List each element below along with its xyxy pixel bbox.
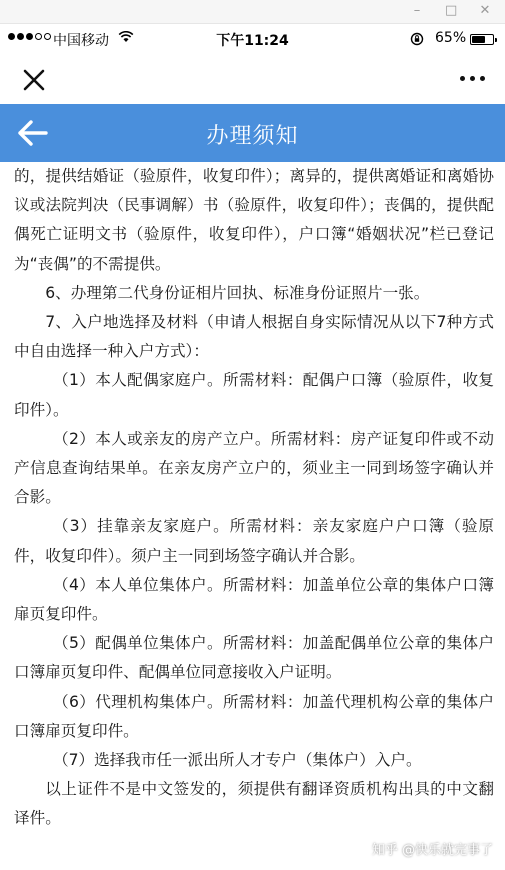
minimize-button[interactable]: – — [413, 3, 421, 18]
window-close-button[interactable]: ✕ — [479, 3, 491, 18]
paragraph-marriage-docs: 的，提供结婚证（验原件，收复印件）；离异的，提供离婚证和离婚协议或法院判决（民事调解）书（验原件，收复印件）；丧偶的，提供配偶死亡证明文书（验原件，收复印件），户口簿“婚姻状况”栏已登记为“丧偶”的不需提供。 — [14, 167, 494, 273]
more-icon[interactable] — [460, 76, 485, 81]
page-title: 办理须知 — [206, 124, 299, 149]
maximize-button[interactable]: □ — [445, 3, 458, 18]
option-5: （5）配偶单位集体户。所需材料：加盖配偶单位公章的集体户口簿扉页复印件、配偶单位同意接收入户证明。 — [14, 634, 494, 682]
browser-nav-bar — [0, 56, 505, 104]
carrier-name: 中国移动 — [53, 33, 109, 49]
option-1: （1）本人配偶家庭户。所需材料：配偶户口簿（验原件，收复印件）。 — [14, 371, 494, 419]
paragraph-translation-note: 以上证件不是中文签发的，须提供有翻译资质机构出具的中文翻译件。 — [14, 780, 494, 828]
rotation-lock-icon — [410, 32, 424, 46]
option-6: （6）代理机构集体户。所需材料：加盖代理机构公章的集体户口簿扉页复印件。 — [14, 692, 494, 740]
battery-percent: 65% — [435, 30, 467, 46]
status-bar — [0, 24, 505, 56]
paragraph-item-7: 7、入户地选择及材料（申请人根据自身实际情况从以下7种方式中自由选择一种入户方式）： — [14, 313, 494, 361]
option-2: （2）本人或亲友的房产立户。所需材料：房产证复印件或不动产信息查询结果单。在亲友房产立户的，须业主一同到场签字确认并合影。 — [14, 429, 494, 507]
watermark: 知乎 @快乐就完事了 — [371, 843, 493, 858]
page-header — [0, 104, 505, 162]
option-3: （3）挂靠亲友家庭户。所需材料：亲友家庭户户口簿（验原件，收复印件）。须户主一同到场签字确认并合影。 — [14, 517, 494, 565]
option-7: （7）选择我市任一派出所人才专户（集体户）入户。 — [53, 751, 422, 770]
battery-icon — [470, 34, 494, 45]
option-4: （4）本人单位集体户。所需材料：加盖单位公章的集体户口簿扉页复印件。 — [14, 575, 494, 624]
window-titlebar — [0, 0, 505, 24]
close-icon[interactable] — [20, 66, 48, 94]
paragraph-item-6: 6、办理第二代身份证相片回执、标准身份证照片一张。 — [45, 283, 430, 302]
status-time: 下午11:24 — [216, 33, 289, 49]
notice-content — [14, 162, 494, 834]
